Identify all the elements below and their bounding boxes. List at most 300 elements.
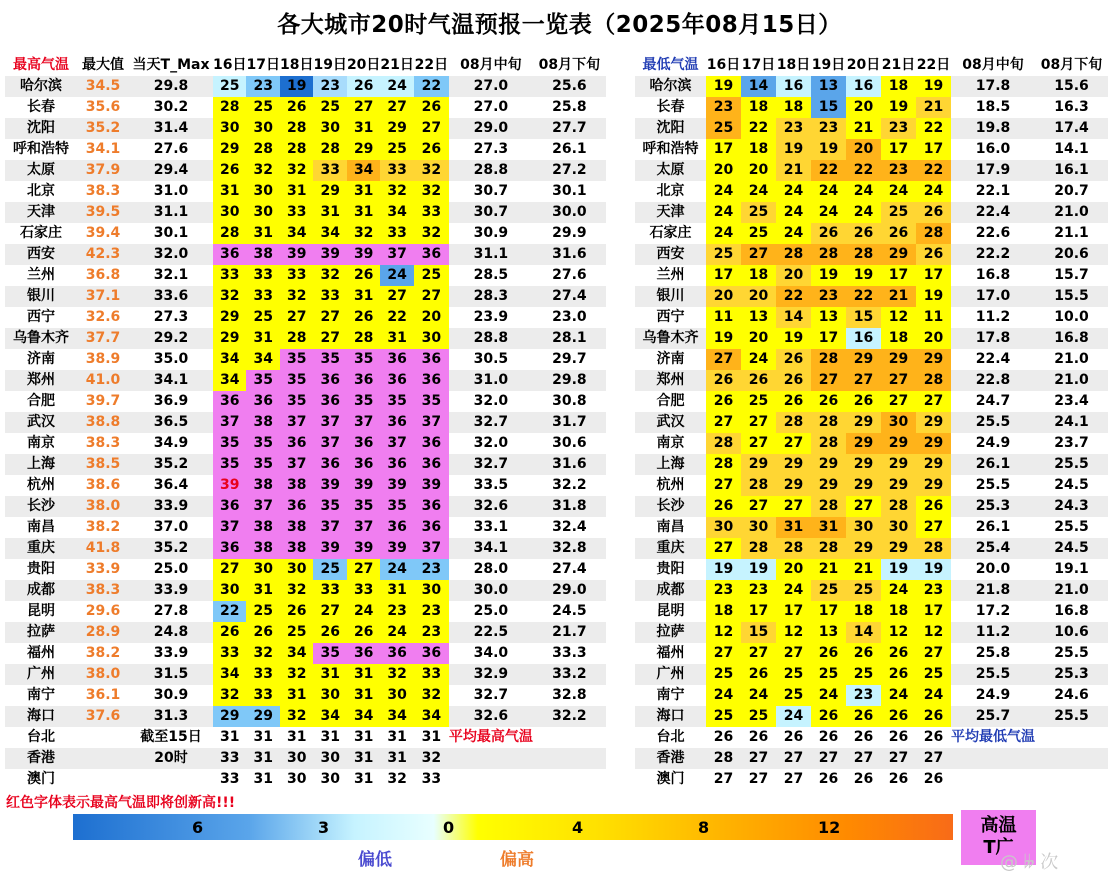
forecast-cell: 11 [706,307,741,328]
forecast-cell: 24 [380,559,413,580]
forecast-cell: 25 [741,202,776,223]
forecast-cell: 29 [916,433,951,454]
city-name: 贵阳 [27,561,55,577]
forecast-cell: 26 [916,202,951,223]
forecast-cell: 26 [881,769,916,790]
mid-month-avg: 16.8 [975,267,1011,283]
forecast-cell: 13 [741,307,776,328]
table-row [5,538,606,559]
table-row [5,118,606,139]
forecast-cell: 26 [811,643,846,664]
today-max: 30.9 [153,687,189,703]
forecast-cell: 20 [706,160,741,181]
forecast-cell: 27 [706,349,741,370]
forecast-cell: 37 [347,412,380,433]
city-name: 长沙 [635,496,706,517]
mid-month-avg [951,748,1035,769]
forecast-cell: 37 [380,433,413,454]
forecast-cell: 29 [313,181,346,202]
forecast-cell: 30 [313,769,346,790]
late-month-avg: 32.8 [552,687,587,703]
table-row [635,748,1108,769]
late-month-avg: 24.5 [552,603,587,619]
forecast-cell: 20 [776,559,811,580]
forecast-cell: 17 [881,139,916,160]
forecast-cell: 36 [280,496,313,517]
forecast-cell: 25 [916,664,951,685]
legend-above-label: 偏高 [500,850,534,870]
table-row [5,349,606,370]
mid-month-avg: 28.5 [473,267,509,283]
late-month-avg: 29.7 [552,351,587,367]
forecast-cell: 32 [380,769,413,790]
forecast-cell: 34 [213,370,246,391]
forecast-cell: 12 [881,307,916,328]
forecast-cell: 25 [313,559,346,580]
forecast-cell: 30 [414,328,449,349]
max-value: 34.1 [85,141,121,157]
forecast-cell: 17 [916,139,951,160]
forecast-cell: 33 [246,664,279,685]
late-month-avg: 25.3 [1035,664,1108,685]
forecast-cell: 28 [916,370,951,391]
forecast-cell: 34 [347,160,380,181]
city-name: 银川 [635,286,706,307]
forecast-cell: 35 [313,349,346,370]
forecast-cell: 13 [811,76,846,97]
city-name: 南宁 [656,687,685,703]
table-row [5,265,606,286]
column-header: 最大值 [77,55,129,76]
forecast-cell: 32 [246,160,279,181]
column-header: 19日 [811,55,846,76]
forecast-cell: 36 [414,496,449,517]
late-month-avg: 15.7 [1054,267,1089,283]
forecast-cell: 28 [280,328,313,349]
forecast-cell: 19 [916,286,951,307]
forecast-cell: 27 [313,601,346,622]
forecast-cell: 31 [347,181,380,202]
mid-month-avg: 17.8 [951,328,1035,349]
forecast-cell: 23 [916,580,951,601]
late-month-avg: 23.4 [1054,393,1089,409]
forecast-cell: 35 [246,433,279,454]
mid-month-avg: 11.2 [951,622,1035,643]
mid-month-avg: 22.6 [975,225,1011,241]
forecast-cell: 20 [846,97,881,118]
mid-month-avg: 28.0 [473,561,509,577]
forecast-cell: 27 [706,643,741,664]
forecast-cell: 33 [213,265,246,286]
forecast-cell: 36 [380,643,413,664]
city-name: 乌鲁木齐 [5,328,77,349]
city-name: 合肥 [27,393,55,409]
table-row [635,370,1108,391]
column-header: 08月下旬 [533,55,606,76]
forecast-cell: 39 [380,538,413,559]
mid-month-avg: 21.8 [951,580,1035,601]
forecast-cell: 35 [347,391,380,412]
mid-month-avg: 17.0 [951,286,1035,307]
forecast-cell: 27 [380,97,413,118]
forecast-cell: 31 [380,727,413,748]
mid-month-avg: 32.7 [473,687,509,703]
forecast-cell: 26 [280,601,313,622]
forecast-cell: 23 [846,685,881,706]
mid-month-avg: 17.9 [951,160,1035,181]
forecast-cell: 36 [380,370,413,391]
late-month-avg: 30.1 [552,183,587,199]
forecast-cell: 22 [414,76,449,97]
forecast-cell: 20 [741,286,776,307]
mid-month-avg: 17.8 [951,76,1035,97]
max-value: 38.2 [85,519,121,535]
late-month-avg: 14.1 [1054,141,1089,157]
column-header: 最高气温 [5,55,77,76]
forecast-cell: 28 [706,433,741,454]
forecast-cell: 31 [246,769,279,790]
forecast-cell: 19 [916,559,951,580]
city-name: 哈尔滨 [5,76,77,97]
forecast-cell: 39 [313,538,346,559]
late-month-avg: 19.1 [1054,561,1089,577]
forecast-cell: 30 [213,580,246,601]
forecast-cell: 36 [213,496,246,517]
max-value: 37.7 [77,328,129,349]
forecast-cell: 23 [380,601,413,622]
forecast-cell: 28 [347,328,380,349]
forecast-cell: 17 [741,601,776,622]
forecast-cell: 35 [246,370,279,391]
forecast-cell: 37 [280,412,313,433]
forecast-cell: 27 [846,748,881,769]
mid-month-avg: 30.0 [449,580,533,601]
forecast-cell: 30 [881,517,916,538]
forecast-cell: 37 [246,496,279,517]
forecast-cell: 28 [213,223,246,244]
late-month-avg [1035,748,1108,769]
forecast-cell: 32 [347,223,380,244]
forecast-cell: 26 [741,370,776,391]
mid-month-avg: 32.7 [449,454,533,475]
mid-month-avg: 27.0 [473,99,509,115]
late-month-avg: 25.5 [1054,645,1089,661]
forecast-cell: 18 [881,328,916,349]
forecast-cell: 28 [213,97,246,118]
forecast-cell: 31 [246,328,279,349]
mid-month-avg: 33.5 [473,477,509,493]
mid-month-avg: 30.5 [473,351,509,367]
forecast-cell: 27 [280,307,313,328]
forecast-cell: 32 [280,286,313,307]
city-name: 重庆 [635,538,706,559]
forecast-cell: 33 [313,160,346,181]
city-name: 兰州 [27,267,55,283]
forecast-cell: 26 [414,97,449,118]
table-row [5,643,606,664]
forecast-cell: 22 [846,286,881,307]
mid-month-avg: 33.1 [473,519,509,535]
forecast-cell: 24 [706,181,741,202]
table-row [5,160,606,181]
late-month-avg: 30.6 [552,435,587,451]
today-max: 27.3 [153,309,189,325]
forecast-cell: 27 [881,391,916,412]
mid-month-avg: 31.1 [449,244,533,265]
city-name: 南京 [656,435,685,451]
table-row [635,433,1108,454]
forecast-cell: 26 [811,727,846,748]
late-month-avg: 24.3 [1035,496,1108,517]
mid-month-avg: 32.7 [449,412,533,433]
city-name: 西安 [635,244,706,265]
forecast-cell: 36 [347,370,380,391]
table-row [5,286,606,307]
legend-below-label: 偏低 [358,850,392,870]
max-value: 38.0 [77,664,129,685]
forecast-cell: 21 [916,97,951,118]
mid-month-avg: 32.0 [473,435,509,451]
max-value: 38.5 [77,454,129,475]
today-max: 33.6 [129,286,213,307]
forecast-cell: 34 [380,706,413,727]
forecast-cell: 24 [776,223,811,244]
column-header: 16日 [706,55,741,76]
forecast-cell: 39 [280,244,313,265]
forecast-cell: 16 [776,76,811,97]
mid-month-avg: 30.7 [449,202,533,223]
table-row [5,496,606,517]
table-row [635,181,1108,202]
legend-tick: 8 [698,818,710,837]
mid-month-avg: 22.5 [449,622,533,643]
late-month-avg: 27.7 [533,118,606,139]
forecast-cell: 19 [811,265,846,286]
today-max: 36.4 [153,477,189,493]
forecast-cell: 27 [741,748,776,769]
forecast-cell: 24 [706,223,741,244]
table-row [5,412,606,433]
forecast-cell: 17 [706,265,741,286]
forecast-cell: 28 [776,244,811,265]
forecast-cell: 31 [347,286,380,307]
forecast-cell: 37 [414,538,449,559]
table-row [635,559,1108,580]
forecast-cell: 27 [881,370,916,391]
table-row [635,454,1108,475]
forecast-cell: 27 [706,412,741,433]
table-row [5,454,606,475]
forecast-cell: 33 [213,643,246,664]
forecast-cell: 26 [741,664,776,685]
table-row [5,580,606,601]
forecast-cell: 21 [776,160,811,181]
forecast-cell: 19 [846,265,881,286]
forecast-cell: 27 [347,97,380,118]
forecast-cell: 30 [280,559,313,580]
city-name: 香港 [5,748,77,769]
city-name: 北京 [27,183,55,199]
forecast-cell: 27 [213,559,246,580]
mid-month-avg: 31.0 [449,370,533,391]
forecast-cell: 19 [741,559,776,580]
late-month-avg: 27.2 [533,160,606,181]
table-row [635,643,1108,664]
table-row [635,160,1108,181]
forecast-cell: 29 [881,433,916,454]
forecast-cell: 27 [916,517,951,538]
forecast-cell: 26 [706,370,741,391]
forecast-cell: 26 [811,769,846,790]
forecast-cell: 26 [213,160,246,181]
forecast-cell: 25 [846,664,881,685]
forecast-cell: 22 [380,307,413,328]
forecast-cell: 17 [881,265,916,286]
forecast-cell: 26 [213,622,246,643]
forecast-cell: 20 [414,307,449,328]
mid-month-avg: 22.1 [975,183,1011,199]
forecast-cell: 34 [313,223,346,244]
forecast-cell: 32 [414,181,449,202]
forecast-cell: 31 [213,181,246,202]
forecast-cell: 28 [811,244,846,265]
forecast-cell: 26 [347,307,380,328]
today-max: 32.0 [129,244,213,265]
forecast-cell: 29 [916,349,951,370]
forecast-cell: 25 [313,97,346,118]
forecast-cell: 28 [811,349,846,370]
forecast-cell: 12 [916,622,951,643]
city-name: 济南 [656,351,685,367]
forecast-cell: 32 [380,181,413,202]
forecast-cell: 36 [414,244,449,265]
mid-month-avg: 22.2 [951,244,1035,265]
forecast-cell: 36 [347,643,380,664]
forecast-cell: 29 [246,706,279,727]
forecast-cell: 23 [811,286,846,307]
forecast-cell: 35 [347,349,380,370]
forecast-cell: 20 [741,328,776,349]
forecast-cell: 29 [380,118,413,139]
city-name: 福州 [656,645,685,661]
forecast-cell: 25 [246,601,279,622]
late-month-avg: 24.1 [1035,412,1108,433]
forecast-cell: 31 [347,202,380,223]
today-max: 33.9 [129,580,213,601]
mid-month-avg: 28.8 [449,328,533,349]
mid-month-avg: 11.2 [975,309,1011,325]
low-temp-table [635,55,1108,790]
forecast-cell: 35 [347,496,380,517]
late-month-avg: 21.7 [533,622,606,643]
forecast-cell: 25 [246,307,279,328]
forecast-cell: 33 [313,580,346,601]
forecast-cell: 27 [811,748,846,769]
forecast-cell: 31 [347,727,380,748]
forecast-cell: 28 [881,496,916,517]
forecast-cell: 25 [811,664,846,685]
table-row [5,370,606,391]
forecast-cell: 36 [213,538,246,559]
city-name: 长沙 [5,496,77,517]
forecast-cell: 27 [916,643,951,664]
mid-month-avg: 22.8 [951,370,1035,391]
forecast-cell: 36 [213,244,246,265]
table-row [5,307,606,328]
forecast-cell: 34 [380,202,413,223]
forecast-cell: 37 [280,454,313,475]
table-row [635,349,1108,370]
forecast-cell: 26 [916,706,951,727]
forecast-cell: 26 [811,391,846,412]
city-name: 天津 [5,202,77,223]
forecast-cell: 24 [706,202,741,223]
forecast-cell: 25 [414,265,449,286]
late-month-avg: 21.1 [1054,225,1089,241]
late-month-avg: 33.3 [552,645,587,661]
forecast-cell: 11 [916,307,951,328]
forecast-cell: 37 [380,244,413,265]
forecast-cell: 35 [280,391,313,412]
forecast-cell: 26 [414,139,449,160]
city-name: 成都 [635,580,706,601]
forecast-cell: 21 [846,559,881,580]
late-month-avg: 15.6 [1035,76,1108,97]
late-month-avg: 16.8 [1054,603,1089,619]
table-row [635,769,1108,790]
max-value [77,727,129,748]
high-temp-table [5,55,606,790]
forecast-cell: 24 [811,202,846,223]
column-header: 16日 [213,55,246,76]
legend-tick: 3 [318,818,330,837]
forecast-cell: 29 [741,454,776,475]
forecast-cell: 15 [741,622,776,643]
table-row [5,601,606,622]
legend-tick: 0 [443,818,455,837]
forecast-cell: 24 [776,202,811,223]
forecast-cell: 38 [246,475,279,496]
forecast-cell: 39 [347,475,380,496]
city-name: 南昌 [656,519,685,535]
forecast-cell: 25 [280,622,313,643]
mid-month-avg: 32.9 [449,664,533,685]
forecast-cell: 23 [811,118,846,139]
table-row [5,706,606,727]
max-value: 38.3 [85,183,121,199]
forecast-cell: 30 [313,748,346,769]
forecast-cell: 27 [414,118,449,139]
today-max: 35.2 [129,454,213,475]
forecast-cell: 24 [380,76,413,97]
table-row [635,391,1108,412]
forecast-cell: 25 [706,244,741,265]
late-month-avg: 30.0 [533,202,606,223]
mid-month-avg: 19.8 [951,118,1035,139]
mid-month-avg [449,748,533,769]
table-row [5,727,606,748]
today-max: 31.5 [129,664,213,685]
column-header: 08月中旬 [951,55,1035,76]
late-month-avg: 20.6 [1035,244,1108,265]
column-header: 17日 [246,55,279,76]
forecast-cell: 23 [881,118,916,139]
mid-month-avg: 32.0 [473,393,509,409]
forecast-cell: 34 [213,664,246,685]
forecast-cell: 28 [280,139,313,160]
forecast-cell: 34 [313,706,346,727]
max-value: 35.2 [77,118,129,139]
